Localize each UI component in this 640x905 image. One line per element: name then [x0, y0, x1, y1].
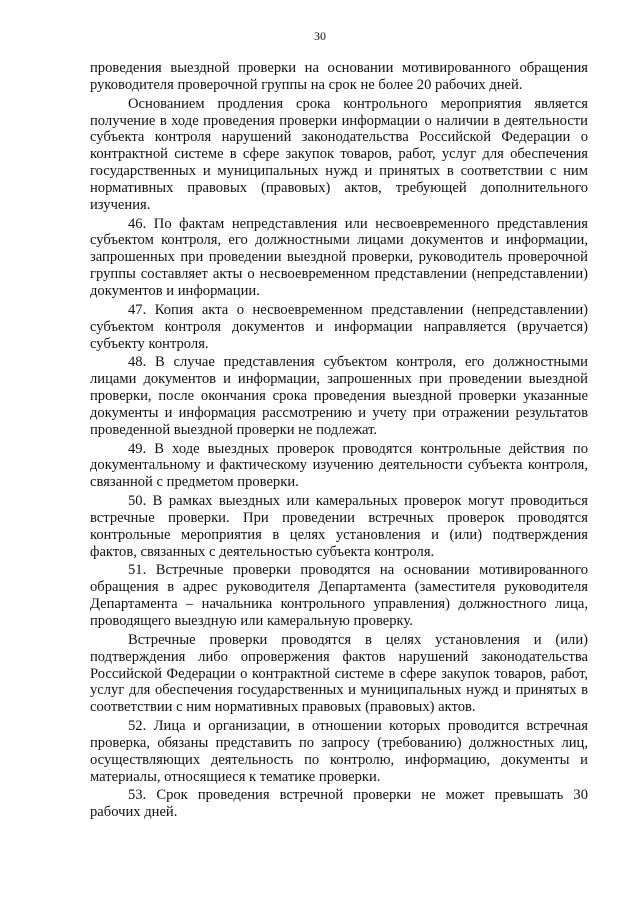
document-body: [90, 60, 588, 823]
paragraph-extension-grounds: Основанием продления срока контрольного мероприятия является получение в ходе проведения проверки информации о наличии в деятельности субъекта контроля нарушений законодательства Российской Федерации о контрактной системе в сфере закупок товаров, работ, услуг для обеспечения государственных и муниципальных нужд и принятых в соответствии с ним нормативных правовых (правовых) актов, требующей дополнительного изучения.: [90, 95, 588, 213]
paragraph-52: 52. Лица и организации, в отношении которых проводится встречная проверка, обязаны представить по запросу (требованию) должностных лиц, осуществляющих деятельность по контролю, информацию, документы и материалы, относящиеся к тематике проверки.: [90, 718, 588, 785]
paragraph-continuation: проведения выездной проверки на основании мотивированного обращения руководителя проверочной группы на срок не более 20 рабочих дней.: [90, 60, 588, 93]
paragraph-47: 47. Копия акта о несвоевременном представлении (непредставлении) субъектом контроля документов и информации направляется (вручается) субъекту контроля.: [90, 301, 588, 352]
paragraph-48: 48. В случае представления субъектом контроля, его должностными лицами документов и информации, запрошенных при проведении выездной проверки, после окончания срока проведения выездной проверки указанные документы и информация рассмотрению и учету при отражении результатов проведенной выездной проверки не подлежат.: [90, 354, 588, 438]
paragraph-counter-check-purpose: Встречные проверки проводятся в целях установления и (или) подтверждения либо опровержения фактов нарушений законодательства Российской Федерации о контрактной системе в сфере закупок товаров, работ, услуг для обеспечения государственных и муниципальных нужд и принятых в соответствии с ним нормативных правовых (правовых) актов.: [90, 631, 588, 716]
paragraph-51: 51. Встречные проверки проводятся на основании мотивированного обращения в адрес руководителя Департамента (заместителя руководителя Департамента – начальника контрольного управления) должностного лица, проводящего выездную или камеральную проверку.: [90, 562, 588, 629]
paragraph-53: 53. Срок проведения встречной проверки не может превышать 30 рабочих дней.: [90, 787, 588, 821]
paragraph-49: 49. В ходе выездных проверок проводятся контрольные действия по документальному и фактическому изучению деятельности субъекта контроля, связанной с предметом проверки.: [90, 440, 588, 491]
page-number: 30: [314, 29, 326, 43]
paragraph-50: 50. В рамках выездных или камеральных проверок могут проводиться встречные проверки. При проведении встречных проверок проводятся контрольные мероприятия в целях установления и (или) подтверждения фактов, связанных с деятельностью субъекта контроля.: [90, 493, 588, 560]
paragraph-46: 46. По фактам непредставления или несвоевременного представления субъектом контроля, его должностными лицами документов и информации, запрошенных при проведении выездной проверки, руководитель проверочной группы составляет акты о несвоевременном представлении (непредставлении) документов и информации.: [90, 215, 588, 299]
